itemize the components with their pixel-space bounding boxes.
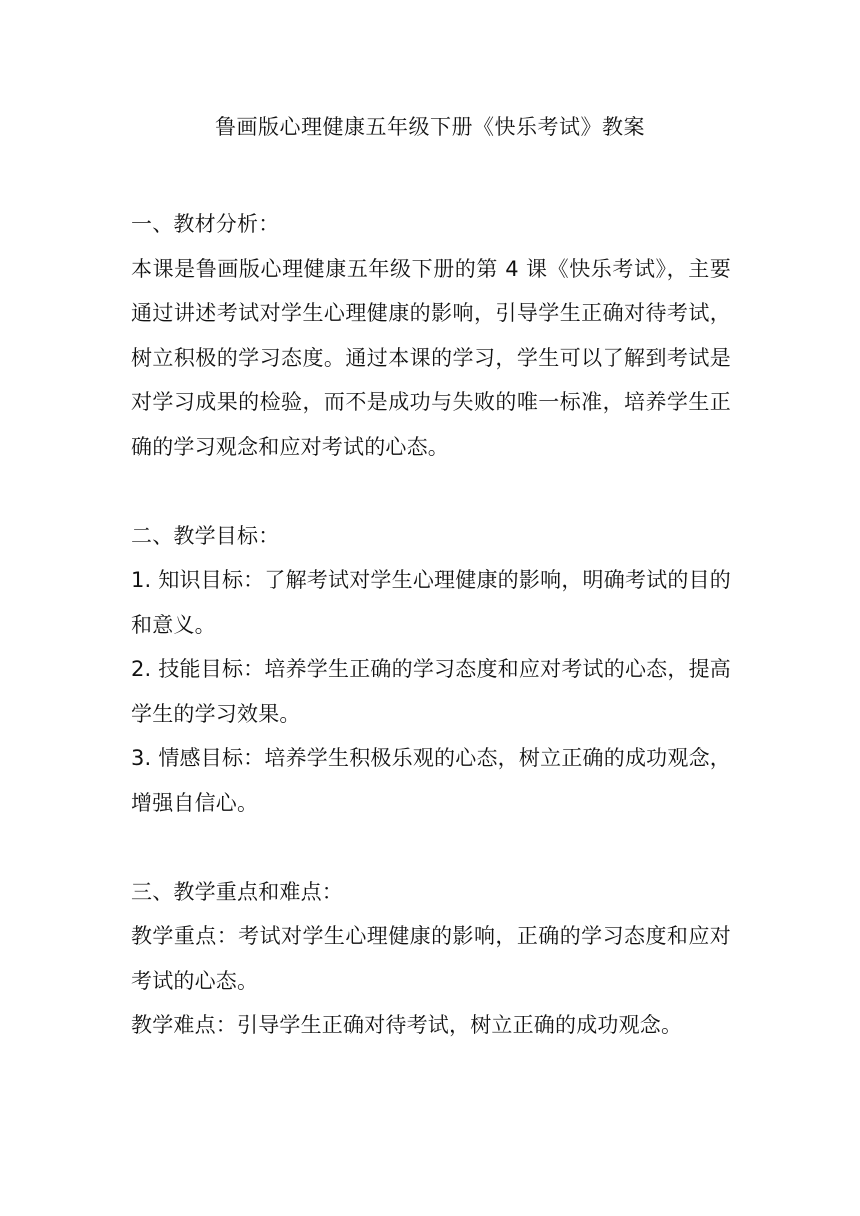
paragraph: 教学难点：引导学生正确对待考试，树立正确的成功观念。 xyxy=(131,1013,683,1037)
section-heading: 一、教材分析： xyxy=(131,212,280,236)
page-title: 鲁画版心理健康五年级下册《快乐考试》教案 xyxy=(215,115,645,139)
section-teaching-objectives xyxy=(131,514,731,826)
list-item: 1. 知识目标：了解考试对学生心理健康的影响，明确考试的目的和意义。 xyxy=(131,568,731,637)
paragraph: 教学重点：考试对学生心理健康的影响，正确的学习态度和应对考试的心态。 xyxy=(131,924,731,993)
list-item: 3. 情感目标：培养学生积极乐观的心态，树立正确的成功观念，增强自信心。 xyxy=(131,746,731,815)
section-heading: 二、教学目标： xyxy=(131,523,280,548)
blank-line xyxy=(131,825,731,870)
paragraph: 本课是鲁画版心理健康五年级下册的第 4 课《快乐考试》，主要通过讲述考试对学生心理健康的影响，引导学生正确对待考试，树立积极的学习态度。通过本课的学习，学生可以了解到考试是对学习成果的检验，而不是成功与失败的唯一标准，培养学生正确的学习观念和应对考试的心态。 xyxy=(131,256,731,459)
section-teaching-material-analysis xyxy=(131,202,731,469)
list-item: 2. 技能目标：培养学生正确的学习态度和应对考试的心态，提高学生的学习效果。 xyxy=(131,657,731,726)
blank-line xyxy=(131,469,731,514)
section-heading: 三、教学重点和难点： xyxy=(131,879,343,904)
document-body xyxy=(131,202,731,1048)
section-key-and-difficult-points xyxy=(131,870,731,1048)
